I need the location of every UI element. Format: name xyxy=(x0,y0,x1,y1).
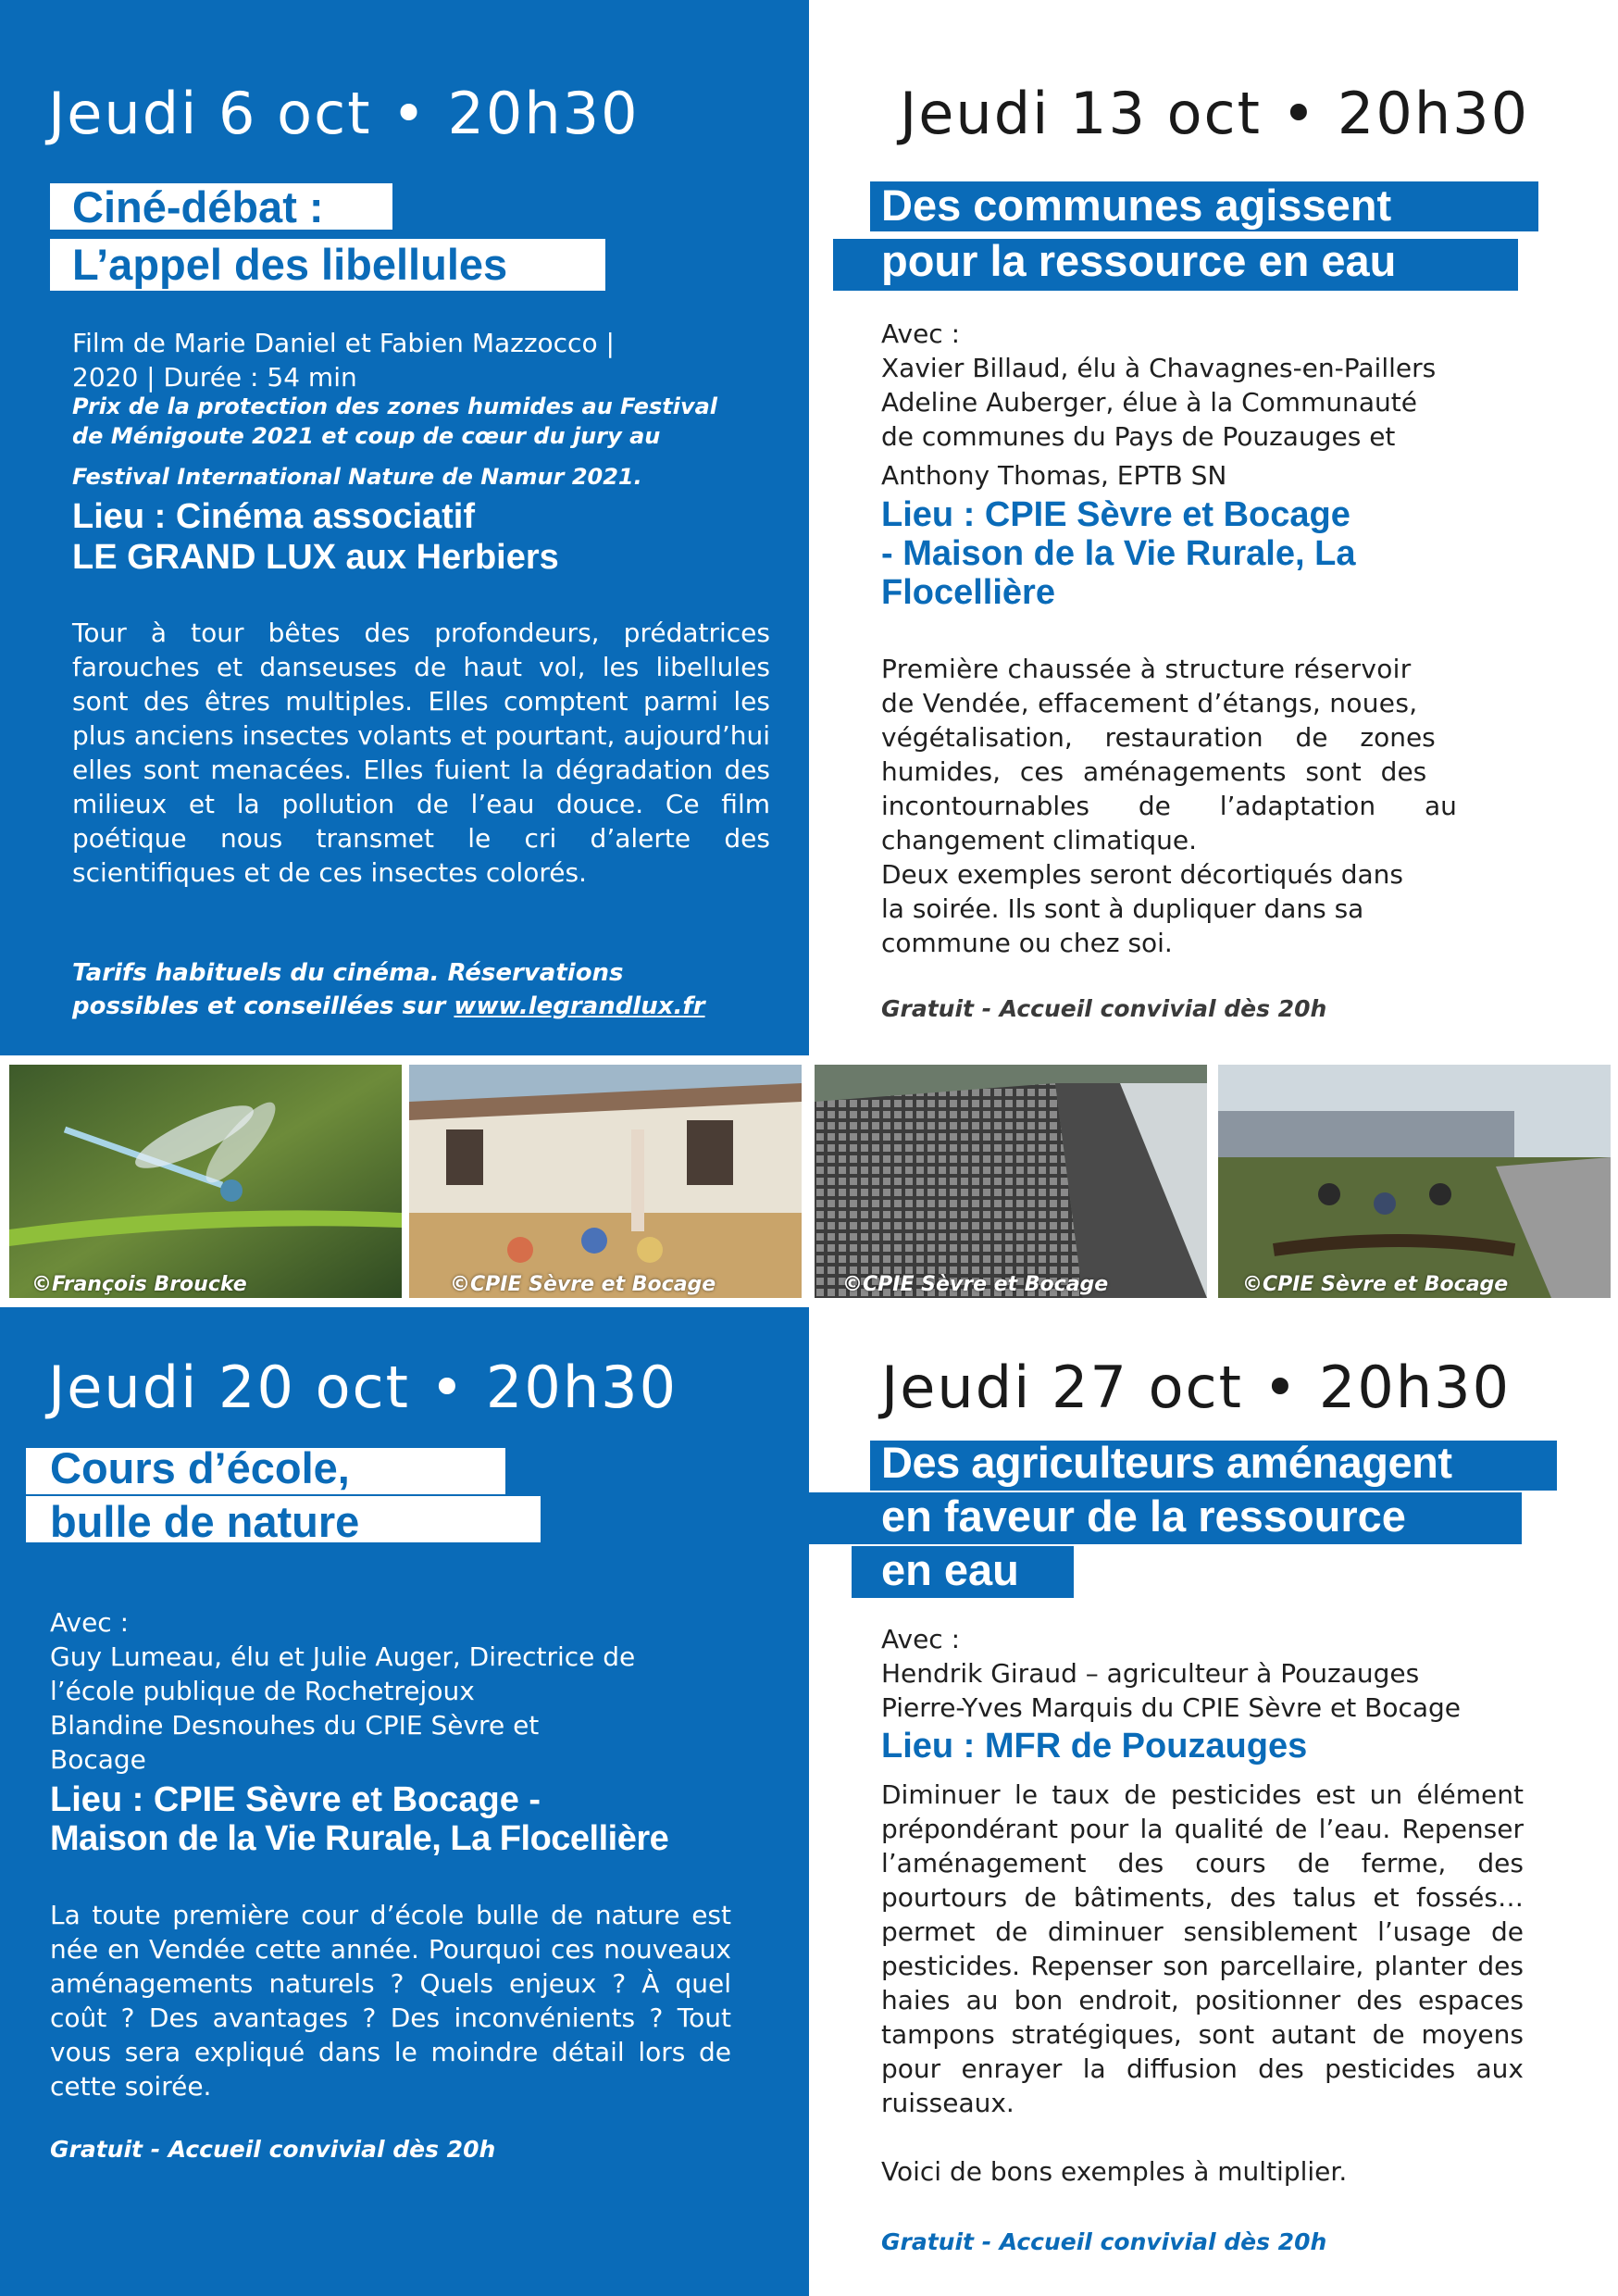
event1-title-line1: Ciné-débat : xyxy=(72,182,324,231)
event2-desc-line7: Deux exemples seront décortiqués dans xyxy=(881,859,1403,890)
event2-gratuit: Gratuit - Accueil convivial dès 20h xyxy=(881,995,1327,1022)
event2-guest-4: Anthony Thomas, EPTB SN xyxy=(881,460,1227,491)
event2-guest-3: de communes du Pays de Pouzauges et xyxy=(881,421,1396,452)
event2-title-line1: Des communes agissent xyxy=(881,181,1392,230)
event2-desc-line9: commune ou chez soi. xyxy=(881,928,1173,958)
photo-credit-1: ©François Broucke xyxy=(31,1273,247,1296)
dragonfly-photo-icon xyxy=(9,1065,402,1298)
event2-desc-line8: la soirée. Ils sont à dupliquer dans sa xyxy=(881,893,1364,924)
photo-schoolyard xyxy=(409,1065,802,1298)
event2-desc-line2: de Vendée, effacement d’étangs, noues, xyxy=(881,688,1418,718)
event3-title-line1: Cours d’école, xyxy=(50,1443,350,1492)
event1-prize-line2: de Ménigoute 2021 et coup de cœur du jury au xyxy=(72,423,661,449)
event2-date: Jeudi 13 oct • 20h30 xyxy=(900,80,1530,147)
event2-desc-line4: humides, ces aménagements sont des xyxy=(881,756,1427,787)
event3-date: Jeudi 20 oct • 20h30 xyxy=(48,1354,678,1421)
event1-description: Tour à tour bêtes des profondeurs, prédatrices farouches et danseuses de haut vol, les libellules sont des êtres multiples. Elles comptent parmi les plus anciens insectes volants et pourtant, aujourd’hui elles sont menacées. Elles fuient la dégradation des milieux et la pollution de l’eau douce. Ce film poétique nous transmet le cri d’alerte des scientifiques et de ces insectes colorés. xyxy=(72,618,770,888)
event1-tarifs-line1: Tarifs habituels du cinéma. Réservations xyxy=(72,959,624,987)
photo-dragonfly xyxy=(9,1065,402,1298)
event3-guest-3: Blandine Desnouhes du CPIE Sèvre et xyxy=(50,1710,540,1741)
event3-guest-4: Bocage xyxy=(50,1744,146,1775)
event2-lieu-line1: Lieu : CPIE Sèvre et Bocage xyxy=(881,495,1350,534)
event1-tarifs-prefix: possibles et conseillées sur xyxy=(72,992,454,1020)
schoolyard-photo-icon xyxy=(409,1065,802,1298)
event1-lieu-line2: LE GRAND LUX aux Herbiers xyxy=(72,538,559,577)
event3-gratuit: Gratuit - Accueil convivial dès 20h xyxy=(50,2136,496,2163)
event2-guest-1: Xavier Billaud, élu à Chavagnes-en-Paillers xyxy=(881,353,1437,383)
event4-description: Diminuer le taux de pesticides est un élément prépondérant pour la qualité de l’eau. Repenser l’aménagement des cours de ferme, des pourtours de bâtiments, des talus et fossés… permet de diminuer sensiblement l’usage de pesticides. Repenser son parcellaire, planter des haies au bon endroit, positionner des espaces tampons stratégiques, sont autant de moyens pour enrayer la diffusion des pesticides aux ruisseaux. xyxy=(881,1779,1524,2118)
event1-film-line1: Film de Marie Daniel et Fabien Mazzocco | xyxy=(72,328,615,358)
event4-desc-last: Voici de bons exemples à multiplier. xyxy=(881,2156,1348,2187)
event3-avec: Avec : xyxy=(50,1607,130,1638)
event4-title-line1: Des agriculteurs aménagent xyxy=(881,1438,1452,1487)
event4-title-line3: en eau xyxy=(881,1545,1019,1594)
photo-farm xyxy=(1218,1065,1611,1298)
event1-prize-line1: Prix de la protection des zones humides au Festival xyxy=(72,393,718,419)
event1-lieu-line1: Lieu : Cinéma associatif xyxy=(72,497,476,536)
event3-guest-2: l’école publique de Rochetrejoux xyxy=(50,1676,475,1706)
event2-title-line2: pour la ressource en eau xyxy=(881,236,1397,285)
farm-hedge-planting-photo-icon xyxy=(1218,1065,1611,1298)
event4-guest-2: Pierre-Yves Marquis du CPIE Sèvre et Bocage xyxy=(881,1692,1462,1723)
event2-lieu-line2: - Maison de la Vie Rurale, La xyxy=(881,534,1356,573)
event1-date: Jeudi 6 oct • 20h30 xyxy=(48,80,640,147)
cinema-website-link[interactable]: www.legrandlux.fr xyxy=(454,992,705,1020)
event4-lieu: Lieu : MFR de Pouzauges xyxy=(881,1727,1308,1766)
photo-credit-4: ©CPIE Sèvre et Bocage xyxy=(1242,1273,1509,1296)
event4-date: Jeudi 27 oct • 20h30 xyxy=(881,1354,1512,1421)
event3-description: La toute première cour d’école bulle de nature est née en Vendée cette année. Pourquoi ces nouveaux aménagements naturels ? Quels enjeux ? À quel coût ? Des avantages ? Des inconvénients ? Tout vous sera expliqué dans le moindre détail lors de cette soirée. xyxy=(50,1900,731,2102)
event1-prize-line3: Festival International Nature de Namur 2021. xyxy=(72,464,642,490)
event4-title-line2: en faveur de la ressource xyxy=(881,1491,1406,1541)
event2-lieu-line3: Flocellière xyxy=(881,573,1055,612)
event2-desc-line1: Première chaussée à structure réservoir xyxy=(881,654,1412,684)
event4-avec: Avec : xyxy=(881,1624,961,1654)
event3-title-line2: bulle de nature xyxy=(50,1497,360,1546)
event3-lieu-line1: Lieu : CPIE Sèvre et Bocage - xyxy=(50,1780,541,1819)
event4-gratuit: Gratuit - Accueil convivial dès 20h xyxy=(881,2228,1327,2255)
event1-tarifs-line2 xyxy=(72,990,705,1023)
event2-desc-line6: changement climatique. xyxy=(881,825,1197,855)
event2-guest-2: Adeline Auberger, élue à la Communauté xyxy=(881,387,1417,418)
event4-guest-1: Hendrik Giraud – agriculteur à Pouzauges xyxy=(881,1658,1420,1689)
event3-guest-1: Guy Lumeau, élu et Julie Auger, Directrice de xyxy=(50,1641,636,1672)
permeable-pavement-photo-icon xyxy=(815,1065,1207,1298)
event1-film-line2: 2020 | Durée : 54 min xyxy=(72,362,357,393)
photo-pavement xyxy=(815,1065,1207,1298)
event1-title-line2: L’appel des libellules xyxy=(72,240,508,289)
event2-desc-line5: incontournables de l’adaptation au xyxy=(881,791,1457,821)
event3-lieu-line2: Maison de la Vie Rurale, La Flocellière xyxy=(50,1819,669,1858)
photo-credit-2: ©CPIE Sèvre et Bocage xyxy=(450,1273,716,1296)
event2-desc-line3: végétalisation, restauration de zones xyxy=(881,722,1436,753)
event2-avec: Avec : xyxy=(881,318,961,349)
photo-credit-3: ©CPIE Sèvre et Bocage xyxy=(842,1273,1109,1296)
